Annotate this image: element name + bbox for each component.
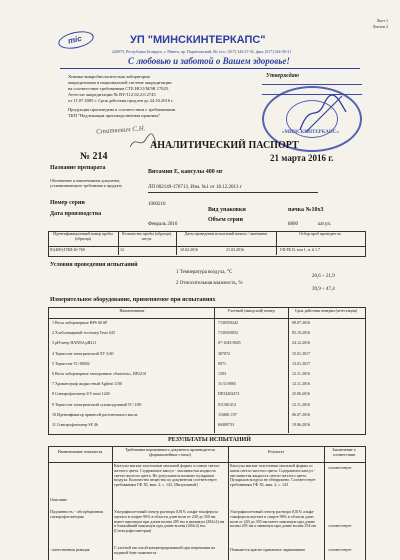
equipment-name: 8 Спектрофотометр UV mini 1240 (52, 392, 110, 397)
pack-value: пачка №10х3 (288, 207, 324, 213)
humidity-value: 39,9 ÷ 47,4 (312, 287, 335, 292)
regulatory-underline (148, 192, 318, 193)
equipment-header-validity: Срок действия поверки (аттестации) (294, 309, 358, 313)
equipment-name: 11 Спектрофотометр SF 46 (52, 423, 98, 427)
equipment-number: 07-1043-0045 (218, 341, 241, 346)
lab-line-5: от 11.07.2005 г. Срок действия продлен до 24.10.2016 г. (68, 98, 174, 103)
lab-line-2: аккредитована в национальной системе аккредитации (68, 80, 172, 85)
volume-unit: шт.уп. (318, 222, 332, 227)
equipment-validity: 06.07.2016 (292, 412, 310, 417)
test-start-date: 10.02.2016 (180, 248, 198, 252)
equipment-validity: 05.10.2016 (292, 331, 310, 336)
regulatory-doc-label: Обозначение и наименование документа, устанавливающего требования к продукту (50, 178, 123, 188)
result-1-name: Описание (50, 498, 67, 502)
volume-label: Объем серии (208, 217, 243, 223)
equipment-number: 307072 (218, 351, 230, 356)
result-2-name: Подлинность: - абсорбционная спектрофотометрия (50, 510, 103, 519)
temperature-value: 20,6 ÷ 21,9 (312, 274, 335, 279)
production-date-label: Дата производства (50, 211, 102, 217)
equipment-name: 10 Идентификатор примесей растительного масла (52, 412, 138, 417)
equipment-number: 011381414 (218, 402, 236, 407)
equipment-validity: 24.12.2016 (292, 341, 310, 346)
sheet-number: Лист 1 (376, 18, 388, 23)
sheet-count: Листов 2 (372, 24, 388, 29)
results-header-requirements: Требования нормативного документа производителя (фармакопейные статьи) (125, 448, 215, 457)
sample-header-qty: Количество пробы (образца), шт.уп. (122, 232, 172, 241)
equipment-name: 6 Весы лабораторные электронные «Sartorius», BP221S (52, 372, 147, 376)
sample-header-sampling: Отбор проб проведен по (299, 232, 341, 236)
series-value: 1060216 (148, 202, 166, 207)
equipment-header-name: Наименование (119, 309, 145, 313)
passport-title: АНАЛИТИЧЕСКИЙ ПАСПОРТ (150, 140, 299, 151)
equipment-number: 116681.197 (218, 412, 237, 417)
test-end-date: 21.03.2016 (226, 248, 244, 252)
equipment-validity: 13.01.2017 (292, 361, 310, 366)
product-name-label: Название препарата (50, 165, 106, 171)
result-2-conclusion: соответствует (328, 524, 352, 528)
production-date-value: Февраль 2016 (148, 222, 178, 227)
equipment-validity: 25.06.2016 (292, 392, 310, 397)
equipment-number: 1393 (218, 372, 226, 376)
signature-mark (298, 92, 348, 136)
equipment-title: Измерительное оборудование, применяемое при испытаниях (50, 297, 216, 303)
equipment-validity: 12.11.2016 (292, 382, 310, 387)
regulatory-doc-value: ЛП 002149-170713, Изм. №1 от 18.12.2013 г (148, 185, 242, 190)
result-2-value: Ультрафиолетовый спектр раствора 0,01% альфа-токоферола ацетата в спирте 96% в области длин волн от 240 до 350 нм имеет максимум при длине волны 285 нм и минимум при длине волны 254 нм (230, 510, 317, 529)
produced-line-2: ТКП "Надлежащая производственная практика" (68, 113, 161, 118)
equipment-name: 7 Хроматограф жидкостный Agilent 1100 (52, 382, 122, 387)
result-3-value: Появляется красно-оранжевое окрашивание (230, 548, 306, 552)
produced-line-1: Продукция произведена в соответствии с требованиями (68, 107, 176, 112)
result-3-conclusion: соответствует (328, 548, 352, 552)
equipment-number: 11/11/0065 (218, 382, 236, 387)
result-1-conclusion: соответствует (328, 466, 352, 470)
volume-value: 8800 (288, 222, 298, 227)
equipment-name: 3 рН-метр HANNA pH211 (52, 341, 97, 346)
sample-header-dates: Даты проведения испытаний начало / окончание (184, 232, 268, 236)
result-3-requirement: С азотной кислотой концентрированной при нагревании на водяной бане появляется (114, 546, 216, 555)
result-1-value: Капсулы мягкие эластичные овальной формы со швом светло-желтого цвета. Содержимое капсул - маслянистая жидкость светло-желтого цвета. Пузырьков воздуха не обнаружено. Соответствует требованиям ГФ XI, вып. 2, с. 143 (230, 464, 316, 488)
result-3-name: - качественная реакция (50, 548, 90, 552)
lab-line-3: на соответствие требованиям СТБ ИСО/МЭК 17025. (68, 86, 170, 91)
humidity-label: 2 Относительная влажность, % (176, 281, 243, 286)
lab-line-1: Химико-микробиологическая лаборатория (68, 74, 150, 79)
approval-title: Утверждаю (266, 73, 300, 79)
equipment-name: 5 Термостат ТС-80М2 (52, 361, 90, 366)
passport-number: № 214 (80, 151, 108, 162)
equipment-validity: 08.07.2016 (292, 321, 310, 325)
equipment-number: 7130350052 (218, 331, 238, 336)
equipment-number: 60409733 (218, 423, 234, 427)
equipment-name: 1 Весы лабораторные BPS 60 SP (52, 321, 108, 325)
equipment-header-number: Учетный (заводской) номер (227, 309, 275, 313)
sample-id-value: 81(400)-ГПИ-20-769 (50, 248, 85, 252)
passport-date: 21 марта 2016 г. (270, 153, 334, 163)
equipment-name: 9 Термостат электрический суховоздушный ТС-1/80 (52, 402, 142, 407)
header-divider (60, 68, 360, 69)
sample-qty-value: 12 (120, 248, 124, 252)
company-name: УП "МИНСКИНТЕРКАПС" (130, 34, 266, 46)
equipment-number: 0071 (218, 361, 226, 366)
temperature-label: 1 Температура воздуха, °С (176, 270, 233, 275)
equipment-validity: 12.11.2016 (292, 372, 310, 376)
results-header-indicator: Наименование показателя (57, 450, 103, 454)
sampling-standard: ГФ РБ II, том 1, п. # 1.7 (280, 248, 320, 252)
company-logo (57, 28, 96, 51)
product-name-value: Витамин Е, капсулы 400 мг (148, 169, 224, 175)
lab-line-4: Аттестат аккредитации № BY/112 02.2.0.2743 (68, 92, 156, 97)
series-label: Номер серии (50, 200, 85, 206)
equipment-validity: 19.06.2016 (292, 423, 310, 427)
equipment-name: 4 Термостат электрический ХТ-3/40 (52, 351, 114, 356)
equipment-number: DE54202472 (218, 392, 240, 397)
sample-header-id: Идентификационный номер пробы (образца) (53, 232, 113, 241)
stamp-text: «МИНСКИНТЕРКАПС» (282, 130, 339, 135)
conditions-label: Условия проведения испытаний (50, 262, 138, 268)
results-header-conclusion: Заключение о соответствии (332, 448, 356, 457)
equipment-validity: 12.11.2016 (292, 402, 310, 407)
approval-line-1 (262, 84, 362, 85)
result-2-requirement: Ультрафиолетовый спектр раствора 0,01% альфа-токоферола ацетата в спирте 96% в области длин волн от 240 до 350 нм имеет максимум при длине волны 285 нм и минимум (284±2) нм и ближайший максимум при длине волны (284±2) нм. [Спектрофотометрия] (114, 510, 225, 534)
pack-label: Вид упаковки (208, 207, 246, 213)
equipment-name: 2 Хлебопекарный тестомер Testo 625 (52, 331, 116, 336)
company-slogan: С любовью и заботой о Вашем здоровье! (128, 56, 290, 66)
logo-text: mic (67, 33, 83, 46)
results-header-result: Результат (267, 450, 285, 454)
equipment-validity: 15.01.2017 (292, 351, 310, 356)
equipment-number: 7130350242 (218, 321, 238, 325)
company-address: 220075, Республика Беларусь, г. Минск, пр. Партизанский, 66, тел.: (017) 344-27-31, факс (017) 344-56-21 (112, 49, 292, 54)
result-1-requirement: Капсулы мягкие эластичные овальной формы со швом светло-желтого цвета. Содержимое капсул - маслянистая жидкость светло-желтого цвета. Не допускаются наличие пузырьков воздуха. Количество вещества по документам соответствует требованиям ГФ XI, вып. 2, с. 143, [Визуальный] (114, 464, 221, 488)
results-title: РЕЗУЛЬТАТЫ ИСПЫТАНИЙ (168, 437, 251, 443)
handwritten-signature: Статкевич С.Н. (95, 124, 146, 136)
